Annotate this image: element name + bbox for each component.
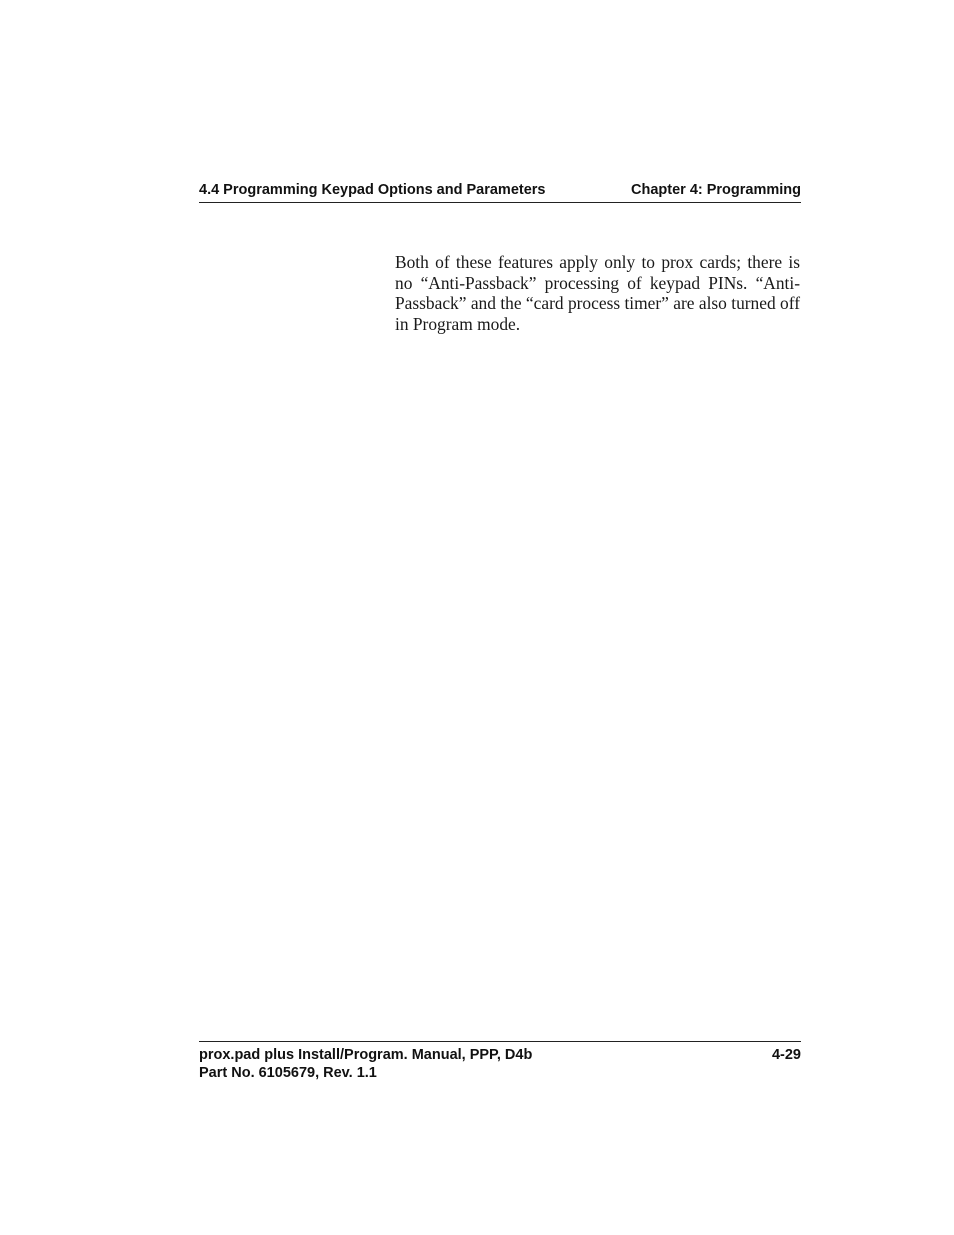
header-chapter-title: Chapter 4: Programming [631, 182, 801, 198]
footer-page-number: 4-29 [771, 1047, 801, 1063]
header-section-title: 4.4 Programming Keypad Options and Parameters [199, 182, 546, 198]
footer-row-1 [199, 1046, 801, 1064]
footer-part-number: Part No. 6105679, Rev. 1.1 [199, 1065, 377, 1081]
footer-row-2 [199, 1064, 801, 1082]
page-header [199, 180, 801, 203]
body-text [395, 252, 800, 334]
footer-manual-title: prox.pad plus Install/Program. Manual, PPP, D4b [199, 1047, 533, 1063]
page-footer [199, 1041, 801, 1082]
body-paragraph: Both of these features apply only to prox cards; there is no “Anti-Passback” processing of keypad PINs. “Anti-Passback” and the “card process timer” are also turned off in Program mode. [395, 252, 800, 334]
